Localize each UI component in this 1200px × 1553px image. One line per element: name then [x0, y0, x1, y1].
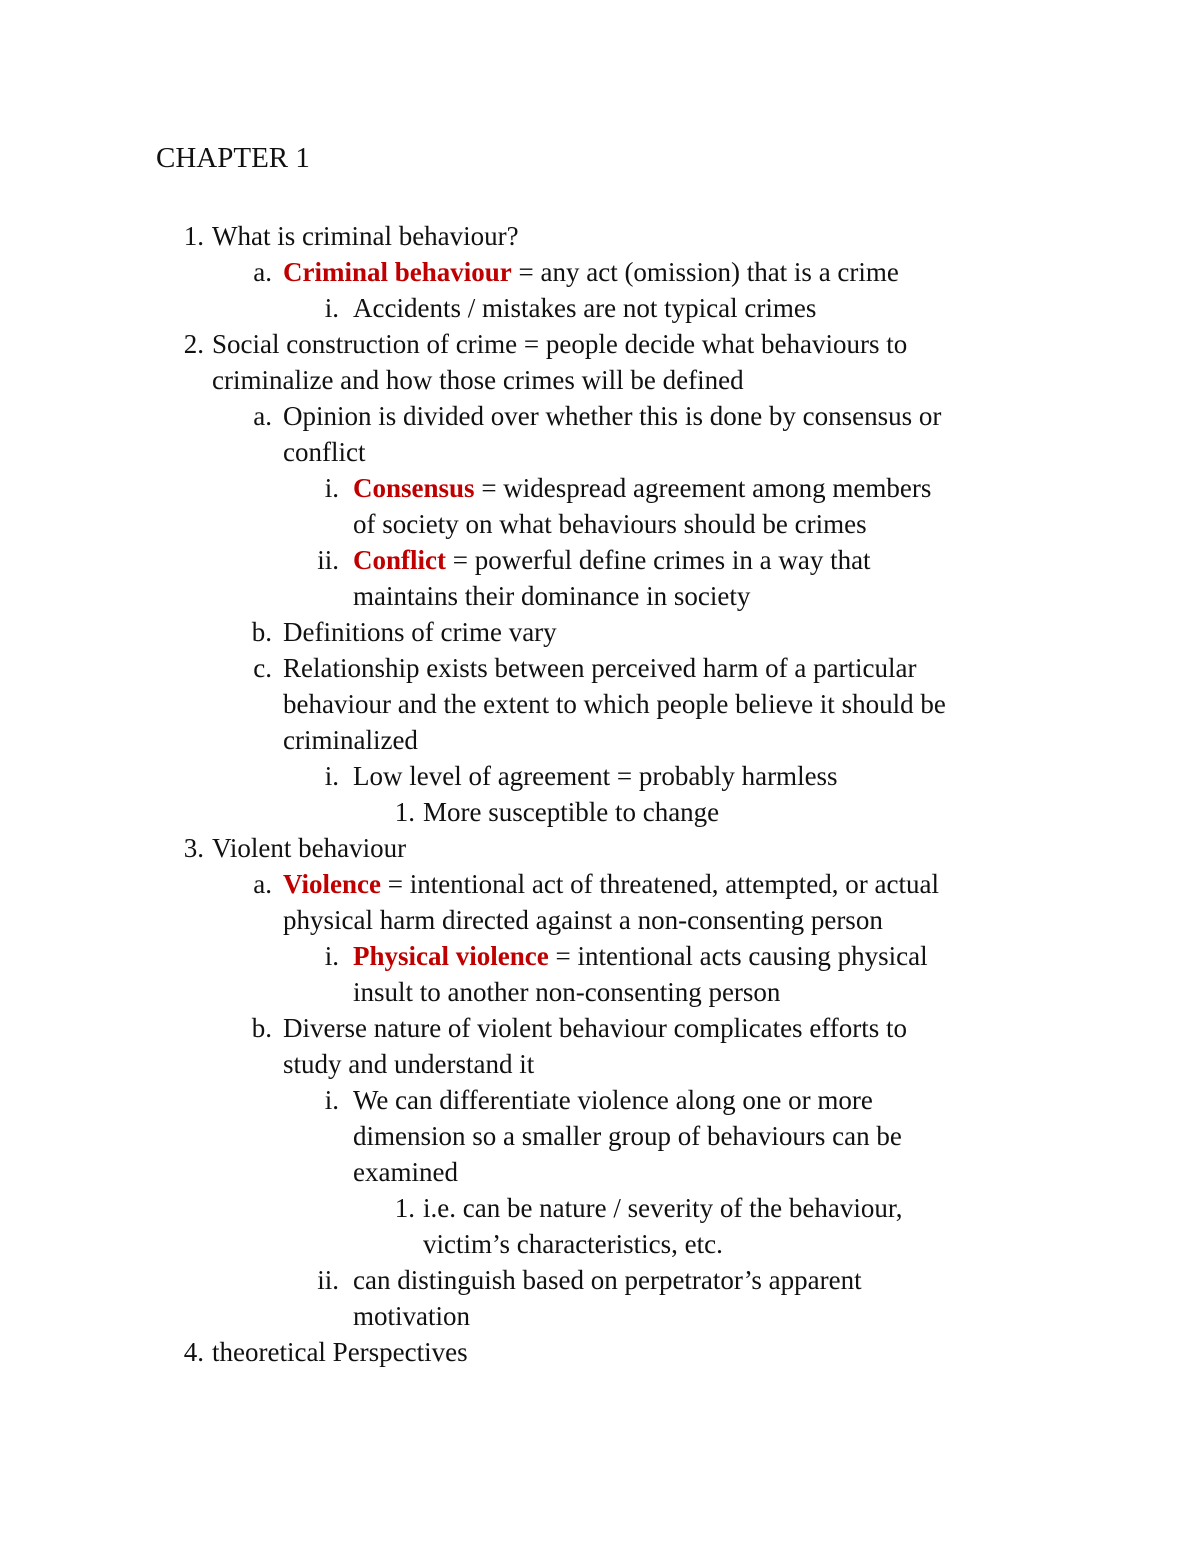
outline-item: Accidents / mistakes are not typical crimes: [353, 293, 817, 323]
definition-text: = intentional act of threatened, attempted, or actual: [380, 869, 939, 899]
outline-item: i.e. can be nature / severity of the behaviour,: [423, 1193, 903, 1223]
key-term: Physical violence: [353, 941, 549, 971]
list-marker: 1.: [183, 221, 204, 251]
key-term: Conflict: [353, 545, 446, 575]
outline-item: We can differentiate violence along one or more: [353, 1085, 873, 1115]
outline-item: can distinguish based on perpetrator’s apparent: [353, 1265, 862, 1295]
outline-item: Relationship exists between perceived harm of a particular: [283, 653, 917, 683]
outline-item: [283, 866, 939, 902]
definition-text: = powerful define crimes in a way that: [445, 545, 871, 575]
outline-item: Violent behaviour: [212, 833, 407, 863]
outline-item: More susceptible to change: [423, 797, 720, 827]
list-marker: ii.: [317, 545, 339, 575]
outline-item: Opinion is divided over whether this is done by consensus or: [283, 401, 942, 431]
definition-text: = any act (omission) that is a crime: [511, 257, 899, 287]
definition-text: = widespread agreement among members: [474, 473, 932, 503]
list-marker: i.: [324, 1085, 339, 1115]
outline-item: [353, 470, 931, 506]
outline-item-continuation: physical harm directed against a non-consenting person: [283, 905, 883, 935]
key-term: Criminal behaviour: [283, 257, 512, 287]
outline-item-continuation: examined: [353, 1157, 458, 1187]
outline-item-continuation: dimension so a smaller group of behaviours can be: [353, 1121, 902, 1151]
outline-item: Social construction of crime = people decide what behaviours to: [212, 329, 908, 359]
outline-item-continuation: behaviour and the extent to which people believe it should be: [283, 689, 946, 719]
list-marker: i.: [324, 473, 339, 503]
outline-item-continuation: maintains their dominance in society: [353, 581, 751, 611]
list-marker: 1.: [394, 1193, 415, 1223]
outline-item: What is criminal behaviour?: [212, 221, 519, 251]
outline-item: Diverse nature of violent behaviour complicates efforts to: [283, 1013, 908, 1043]
list-marker: 4.: [183, 1337, 204, 1367]
outline-item-continuation: conflict: [283, 437, 366, 467]
list-marker: a.: [253, 401, 272, 431]
outline-item-continuation: victim’s characteristics, etc.: [423, 1229, 723, 1259]
list-marker: c.: [253, 653, 272, 683]
outline-item: Definitions of crime vary: [283, 617, 557, 647]
outline-item: Low level of agreement = probably harmless: [353, 761, 838, 791]
definition-text: = intentional acts causing physical: [548, 941, 928, 971]
list-marker: a.: [253, 257, 272, 287]
outline-item: [283, 254, 899, 290]
key-term: Consensus: [353, 473, 475, 503]
outline-item-continuation: insult to another non-consenting person: [353, 977, 781, 1007]
outline-item: [353, 542, 871, 578]
outline-item: theoretical Perspectives: [212, 1337, 468, 1367]
list-marker: i.: [324, 761, 339, 791]
outline-item-continuation: of society on what behaviours should be crimes: [353, 509, 867, 539]
list-marker: ii.: [317, 1265, 339, 1295]
chapter-title: CHAPTER 1: [156, 142, 310, 174]
list-marker: b.: [251, 1013, 272, 1043]
key-term: Violence: [283, 869, 381, 899]
list-marker: 3.: [183, 833, 204, 863]
list-marker: b.: [251, 617, 272, 647]
list-marker: i.: [324, 941, 339, 971]
outline-item-continuation: study and understand it: [283, 1049, 535, 1079]
outline-item: [353, 938, 928, 974]
list-marker: a.: [253, 869, 272, 899]
list-marker: 1.: [394, 797, 415, 827]
list-marker: 2.: [183, 329, 204, 359]
outline-item-continuation: criminalize and how those crimes will be defined: [212, 365, 744, 395]
outline-item-continuation: motivation: [353, 1301, 470, 1331]
outline-item-continuation: criminalized: [283, 725, 418, 755]
list-marker: i.: [324, 293, 339, 323]
